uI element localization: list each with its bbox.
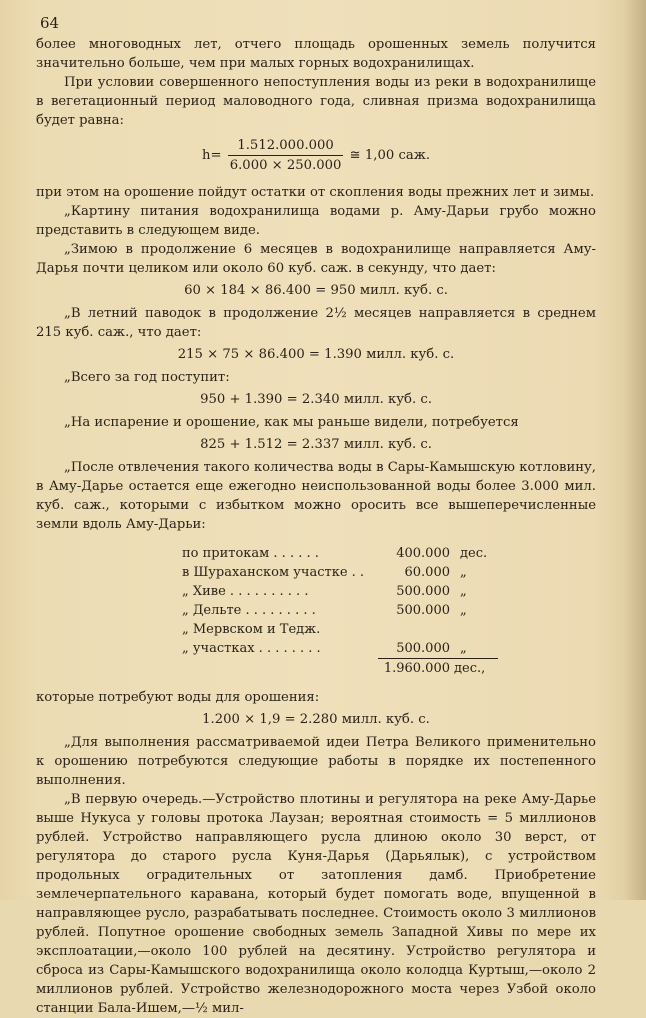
row-label: „ Хиве . . . . . . . . . .	[182, 584, 309, 599]
page-number: 64	[40, 14, 60, 32]
row-label: в Шураханском участке . .	[182, 565, 365, 580]
paragraph: „В летний паводок в продолжение 2½ месяцев направляется в среднем 215 куб. саж., что дает:	[36, 306, 596, 340]
table-row	[182, 639, 512, 658]
row-value	[378, 620, 450, 639]
row-label: „ Дельте . . . . . . . . .	[182, 603, 316, 618]
table-total	[378, 658, 498, 678]
formula-evaporation: 825 + 1.512 = 2.337 милл. куб. с.	[200, 437, 432, 452]
paragraph: „Картину питания водохранилища водами р. Аму-Дарьи грубо можно представить в следующем виде.	[36, 204, 596, 238]
row-unit: „	[460, 641, 467, 656]
table-row	[182, 544, 512, 563]
land-table	[182, 544, 512, 678]
row-unit: „	[460, 603, 467, 618]
table-row	[182, 582, 512, 601]
paragraph: „Всего за год поступит:	[64, 370, 230, 385]
page-body	[36, 35, 596, 1018]
row-value: 400.000	[396, 546, 450, 561]
total-value: 1.960.000	[383, 661, 450, 676]
formula-total-inflow: 950 + 1.390 = 2.340 милл. куб. с.	[200, 392, 432, 407]
table-row	[182, 601, 512, 620]
row-value: 500.000	[396, 603, 450, 618]
row-unit	[450, 620, 508, 639]
row-value: 500.000	[396, 641, 450, 656]
paragraph: при этом на орошение пойдут остатки от скопления воды прежних лет и зимы.	[36, 185, 595, 200]
formula-winter: 60 × 184 × 86.400 = 950 милл. куб. с.	[184, 283, 448, 298]
formula-sliding-prism	[36, 136, 596, 175]
row-label: „ участках . . . . . . . .	[182, 641, 321, 656]
paragraph: „После отвлечения такого количества воды в Сары-Камышскую котловину, в Аму-Дарье остается еще ежегодно неиспользованной воды более 3.000 мил. куб. саж., которыми с избытком можно оросить все вышеперечисленные земли вдоль Аму-Дарьи:	[36, 460, 596, 532]
row-label: „ Мервском и Тедж.	[182, 622, 321, 637]
row-unit: „	[460, 565, 467, 580]
paragraph: При условии совершенного непоступления воды из реки в водохранилище в вегетационный период маловодного года, сливная призма водохранилища будет равна:	[36, 75, 596, 128]
table-row	[182, 563, 512, 582]
row-value: 60.000	[404, 565, 450, 580]
formula-lhs: h=	[201, 148, 222, 163]
paragraph: „Для выполнения рассматриваемой идеи Петра Великого применительно к орошению потребуются следующие работы в порядке их постепенного выполнения.	[36, 735, 596, 788]
total-unit: дес.,	[454, 661, 486, 676]
formula-summer: 215 × 75 × 86.400 = 1.390 милл. куб. с.	[177, 347, 455, 362]
paragraph: более многоводных лет, отчего площадь орошенных земель получится значительно больше, чем при малых горных водохранилищах.	[36, 37, 596, 71]
paragraph: „На испарение и орошение, как мы раньше видели, потребуется	[64, 415, 519, 430]
fraction	[228, 136, 344, 175]
paragraph: „Зимою в продолжение 6 месяцев в водохранилище направляется Аму-Дарья почти целиком или около 60 куб. саж. в секунду, что дает:	[36, 242, 596, 276]
row-unit: дес.	[460, 546, 488, 561]
formula-rhs: ≅ 1,00 саж.	[349, 148, 431, 163]
formula-irrigation-demand: 1.200 × 1,9 = 2.280 милл. куб. с.	[202, 712, 430, 727]
row-unit: „	[460, 584, 467, 599]
table-row	[182, 620, 512, 639]
row-label: по притокам . . . . . .	[182, 546, 319, 561]
fraction-denominator: 6.000 × 250.000	[229, 158, 342, 173]
row-value: 500.000	[396, 584, 450, 599]
paragraph: „В первую очередь.—Устройство плотины и регулятора на реке Аму-Дарье выше Нукуса у головы протока Лаузан; вероятная стоимость = 5 миллионов рублей. Устройство направляющего русла длиною около 30 верст, от регулятора до старого русла Куня-Дарья (Дарьялык), с устройством продольных оградительных от затопления дамб. Приобретение землечерпательного каравана, который будет помогать воде, впущенной в направляющее русло, разрабатывать последнее. Стоимость около 3 миллионов рублей. Попутное орошение свободных земель Западной Хивы по мере их эксплоатации,—около 100 рублей на десятину. Устройство регулятора и сброса из Сары-Камышского водохранилища около колодца Куртыш,—около 2 миллионов рублей. Устройство железнодорожного моста через Узбой около станции Бала-Ишем,—½ мил-	[36, 792, 596, 1016]
fraction-numerator: 1.512.000.000	[228, 136, 344, 156]
paragraph: которые потребуют воды для орошения:	[36, 690, 320, 705]
